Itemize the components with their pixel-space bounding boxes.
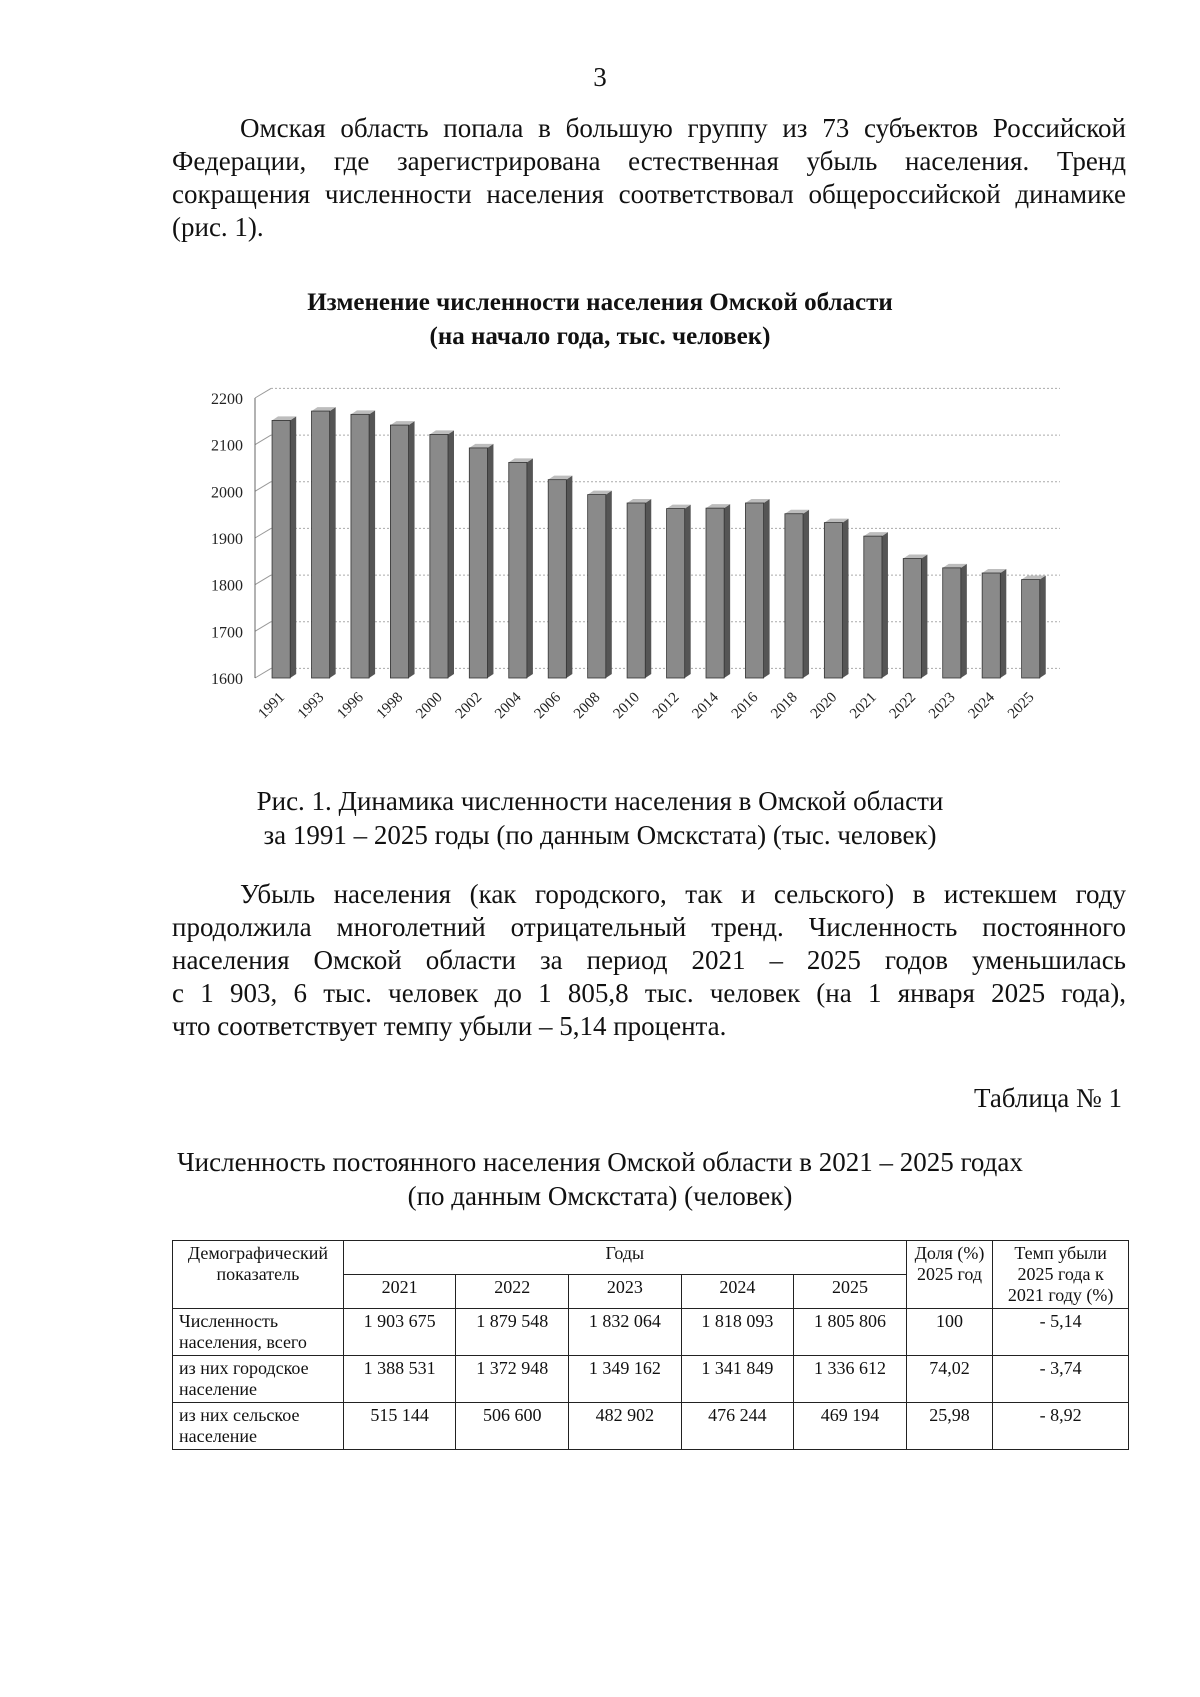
header-years: Годы: [343, 1241, 906, 1275]
cell-value: 1 349 162: [569, 1356, 682, 1403]
gridline-diagonal: [255, 622, 271, 632]
paragraph-decline: [172, 878, 1126, 911]
cell-value: 1 372 948: [456, 1356, 569, 1403]
page-number: 3: [593, 62, 607, 92]
bar: [272, 420, 290, 678]
paragraph-decline-continued: [172, 911, 1126, 1043]
row-label: Численность населения, всего: [173, 1309, 344, 1356]
header-indicator: Демографический показатель: [173, 1241, 344, 1309]
bar-side: [842, 519, 848, 678]
bar-side: [527, 458, 533, 678]
x-tick-label: 1998: [373, 689, 407, 723]
bar-side: [448, 430, 454, 678]
bar-side: [882, 532, 888, 678]
bar-side: [487, 444, 493, 678]
header-rate: Темп убыли 2025 года к 2021 году (%): [993, 1241, 1129, 1309]
table-row: [173, 1403, 1129, 1450]
cell-value: 1 832 064: [569, 1309, 682, 1356]
header-year: 2021: [343, 1275, 456, 1309]
bar: [667, 509, 685, 678]
bar-side: [961, 564, 967, 678]
x-tick-label: 2021: [847, 689, 880, 723]
bar: [627, 503, 645, 678]
x-tick-label: 2022: [886, 689, 920, 723]
x-tick-label: 2024: [965, 689, 999, 723]
row-label: из них городское население: [173, 1356, 344, 1403]
table-title-line: (по данным Омскстата) (человек): [407, 1181, 793, 1211]
caption-line: Рис. 1. Динамика численности населения в Омской области: [256, 786, 944, 816]
cell-share: 100: [906, 1309, 992, 1356]
cell-rate: - 8,92: [993, 1403, 1129, 1450]
y-tick-label: 2100: [211, 437, 243, 455]
x-tick-label: 2000: [413, 689, 446, 723]
bar: [548, 480, 566, 678]
y-tick-label: 1600: [211, 671, 243, 688]
gridline-diagonal: [255, 528, 271, 538]
bar: [1022, 580, 1040, 678]
bar: [903, 559, 921, 678]
cell-share: 74,02: [906, 1356, 992, 1403]
bar-side: [409, 421, 415, 678]
gridline-diagonal: [255, 575, 271, 585]
table-label: Таблица № 1: [974, 1083, 1122, 1113]
bar-side: [803, 510, 809, 678]
paragraph-line: (рис. 1).: [172, 212, 264, 242]
table-title: [0, 1145, 1200, 1213]
cell-value: 515 144: [343, 1403, 456, 1450]
bar: [312, 411, 330, 678]
cell-value: 469 194: [794, 1403, 907, 1450]
bar-side: [1040, 576, 1046, 678]
chart-subtitle-line: (на начало года, тыс. человек): [429, 323, 771, 350]
paragraph-line: с 1 903, 6 тыс. человек до 1 805,8 тыс. человек (на 1 января 2025 года),: [172, 978, 1126, 1008]
table-row: [173, 1309, 1129, 1356]
bar: [351, 414, 369, 678]
cell-rate: - 3,74: [993, 1356, 1129, 1403]
y-tick-label: 1900: [211, 531, 243, 548]
population-table: [172, 1240, 1129, 1450]
x-tick-label: 1993: [294, 689, 328, 723]
bar-side: [1000, 569, 1006, 678]
bar: [745, 503, 763, 678]
cell-value: 1 388 531: [343, 1356, 456, 1403]
header-year: 2024: [681, 1275, 794, 1309]
bar: [430, 434, 448, 678]
y-tick-label: 2200: [211, 391, 243, 408]
x-tick-label: 2006: [531, 689, 565, 723]
bar-side: [685, 505, 691, 678]
chart-title: [0, 286, 1200, 354]
population-bar-chart: [180, 378, 1100, 748]
x-tick-label: 2020: [807, 689, 841, 723]
table-title-line: Численность постоянного населения Омской области в 2021 – 2025 годах: [177, 1147, 1023, 1177]
x-tick-label: 2014: [689, 689, 722, 723]
paragraph-line: населения Омской области за период 2021 – 2025 годов уменьшилась: [172, 945, 1126, 975]
x-tick-label: 2012: [649, 689, 683, 723]
header-year: 2025: [794, 1275, 907, 1309]
gridline-diagonal: [255, 668, 271, 678]
x-tick-label: 2010: [610, 689, 644, 723]
cell-share: 25,98: [906, 1403, 992, 1450]
row-label: из них сельское население: [173, 1403, 344, 1450]
paragraph-line: сокращения численности населения соответствовал общероссийской динамике: [172, 179, 1126, 209]
cell-value: 506 600: [456, 1403, 569, 1450]
paragraph-intro: [172, 112, 1126, 145]
header-share: Доля (%) 2025 год: [906, 1241, 992, 1309]
bar-side: [724, 504, 730, 678]
bar-side: [764, 499, 770, 678]
bar-side: [645, 499, 651, 678]
table-header-row: [173, 1241, 1129, 1275]
chart-title-line: Изменение численности населения Омской области: [307, 289, 893, 316]
gridline-diagonal: [255, 435, 271, 445]
bar-side: [290, 416, 296, 678]
bar: [864, 536, 882, 678]
gridline-diagonal: [255, 388, 271, 398]
bar: [469, 448, 487, 678]
bar: [824, 523, 842, 678]
cell-value: 1 879 548: [456, 1309, 569, 1356]
x-tick-label: 2008: [571, 689, 604, 723]
bar: [509, 462, 527, 678]
paragraph-intro-continued: [172, 145, 1126, 244]
cell-value: 1 818 093: [681, 1309, 794, 1356]
x-tick-label: 2016: [728, 689, 762, 723]
bar: [943, 568, 961, 678]
figure-caption: [0, 784, 1200, 852]
cell-value: 1 336 612: [794, 1356, 907, 1403]
header-year: 2022: [456, 1275, 569, 1309]
bar-side: [369, 410, 375, 678]
bar: [706, 508, 724, 678]
y-tick-label: 2000: [211, 484, 243, 502]
cell-value: 1 341 849: [681, 1356, 794, 1403]
y-tick-label: 1800: [211, 577, 243, 595]
paragraph-line: Убыль населения (как городского, так и сельского) в истекшем году: [240, 879, 1126, 909]
x-tick-label: 1991: [255, 689, 288, 723]
paragraph-line: что соответствует темпу убыли – 5,14 процента.: [172, 1011, 727, 1041]
cell-value: 476 244: [681, 1403, 794, 1450]
bar-side: [330, 407, 336, 678]
bar: [785, 514, 803, 678]
x-tick-label: 2018: [768, 689, 801, 723]
cell-value: 1 805 806: [794, 1309, 907, 1356]
y-tick-label: 1700: [211, 624, 243, 642]
cell-value: 482 902: [569, 1403, 682, 1450]
bar: [982, 573, 1000, 678]
cell-value: 1 903 675: [343, 1309, 456, 1356]
table-row: [173, 1356, 1129, 1403]
bar-side: [921, 555, 927, 678]
cell-rate: - 5,14: [993, 1309, 1129, 1356]
bar: [588, 495, 606, 678]
bar-side: [606, 491, 612, 678]
paragraph-line: Федерации, где зарегистрирована естественная убыль населения. Тренд: [172, 146, 1126, 176]
x-tick-label: 2002: [452, 689, 486, 723]
paragraph-line: Омская область попала в большую группу из 73 субъектов Российской: [240, 113, 1126, 143]
x-tick-label: 1996: [334, 689, 367, 723]
header-year: 2023: [569, 1275, 682, 1309]
x-tick-label: 2004: [492, 689, 525, 723]
gridline-diagonal: [255, 482, 271, 492]
paragraph-line: продолжила многолетний отрицательный тренд. Численность постоянного: [172, 912, 1126, 942]
x-tick-label: 2023: [926, 689, 959, 723]
bar: [390, 425, 408, 678]
bar-side: [566, 476, 572, 678]
caption-line: за 1991 – 2025 годы (по данным Омскстата) (тыс. человек): [263, 820, 937, 850]
x-tick-label: 2025: [1004, 689, 1038, 723]
